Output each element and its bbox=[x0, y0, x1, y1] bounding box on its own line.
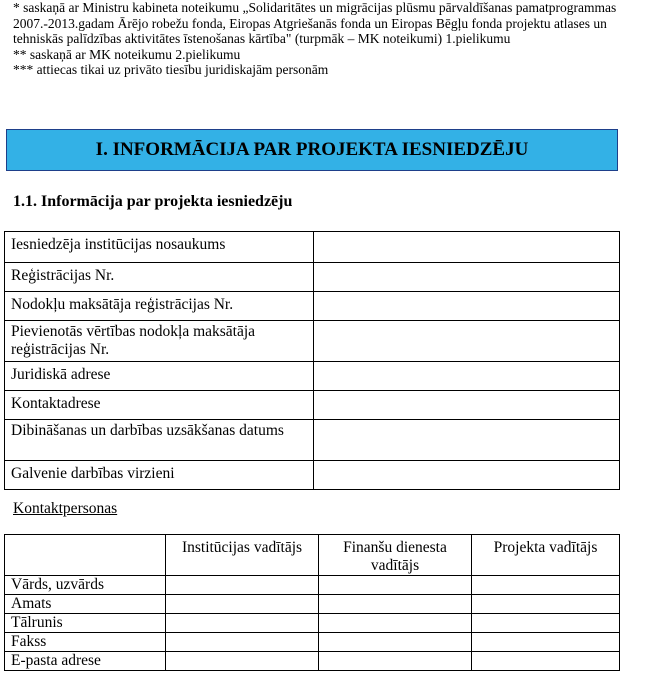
row-label: Nodokļu maksātāja reģistrācijas Nr. bbox=[5, 292, 314, 321]
section-title: 1.1. Informācija par projekta iesniedzēju bbox=[13, 193, 293, 210]
contacts-heading: Kontaktpersonas bbox=[13, 500, 118, 517]
table-row bbox=[5, 652, 620, 671]
table-row bbox=[5, 633, 620, 652]
table-header-row bbox=[5, 535, 620, 576]
table-row bbox=[5, 614, 620, 633]
table-row bbox=[5, 461, 620, 490]
value-cell[interactable] bbox=[314, 232, 620, 263]
table-row bbox=[5, 321, 620, 362]
row-label: Dibināšanas un darbības uzsākšanas datums bbox=[5, 420, 314, 461]
section-banner: I. INFORMĀCIJA PAR PROJEKTA IESNIEDZĒJU bbox=[6, 129, 618, 171]
value-cell[interactable] bbox=[472, 633, 620, 652]
row-label: Juridiskā adrese bbox=[5, 362, 314, 391]
value-cell[interactable] bbox=[319, 576, 472, 595]
value-cell[interactable] bbox=[472, 595, 620, 614]
value-cell[interactable] bbox=[166, 576, 319, 595]
value-cell[interactable] bbox=[314, 292, 620, 321]
footnote-2: ** saskaņā ar MK noteikumu 2.pielikumu bbox=[13, 46, 241, 62]
footnotes bbox=[13, 0, 641, 78]
footnote-1: * saskaņā ar Ministru kabineta noteikumu „Solidaritātes un migrācijas plūsmu pārvaldīšanas pamatprogrammas 2007.-2013.gadam Ārējo robežu fonda, Eiropas Atgriešanās fonda un Eiropas Bēgļu fonda projektu atlases un tehniskās palīdzības aktivitātes īstenošanas kārtība" (turpmāk – MK noteikumi) 1.pielikumu bbox=[13, 0, 617, 46]
column-header-project-manager: Projekta vadītājs bbox=[472, 535, 620, 576]
value-cell[interactable] bbox=[472, 614, 620, 633]
row-label: Fakss bbox=[5, 633, 166, 652]
row-label: Iesniedzēja institūcijas nosaukums bbox=[5, 232, 314, 263]
table-row bbox=[5, 595, 620, 614]
row-label: Galvenie darbības virzieni bbox=[5, 461, 314, 490]
table-row bbox=[5, 420, 620, 461]
value-cell[interactable] bbox=[166, 595, 319, 614]
table-row bbox=[5, 232, 620, 263]
row-label: E-pasta adrese bbox=[5, 652, 166, 671]
value-cell[interactable] bbox=[166, 633, 319, 652]
value-cell[interactable] bbox=[319, 652, 472, 671]
row-label: Kontaktadrese bbox=[5, 391, 314, 420]
table-row bbox=[5, 391, 620, 420]
value-cell[interactable] bbox=[314, 321, 620, 362]
row-label: Pievienotās vērtības nodokļa maksātāja reģistrācijas Nr. bbox=[5, 321, 314, 362]
value-cell[interactable] bbox=[314, 420, 620, 461]
value-cell[interactable] bbox=[166, 652, 319, 671]
table-row bbox=[5, 576, 620, 595]
column-header-finance-head: Finanšu dienesta vadītājs bbox=[319, 535, 472, 576]
value-cell[interactable] bbox=[319, 633, 472, 652]
value-cell[interactable] bbox=[314, 362, 620, 391]
contacts-table bbox=[4, 534, 620, 671]
applicant-info-table bbox=[4, 231, 620, 490]
value-cell[interactable] bbox=[319, 614, 472, 633]
row-label: Tālrunis bbox=[5, 614, 166, 633]
column-header-institution-head: Institūcijas vadītājs bbox=[166, 535, 319, 576]
value-cell[interactable] bbox=[314, 461, 620, 490]
table-row bbox=[5, 292, 620, 321]
value-cell[interactable] bbox=[319, 595, 472, 614]
value-cell[interactable] bbox=[472, 576, 620, 595]
footnote-3: *** attiecas tikai uz privāto tiesību juridiskajām personām bbox=[13, 62, 329, 77]
value-cell[interactable] bbox=[314, 391, 620, 420]
row-label: Reģistrācijas Nr. bbox=[5, 263, 314, 292]
empty-header-cell bbox=[5, 535, 166, 576]
value-cell[interactable] bbox=[314, 263, 620, 292]
table-row bbox=[5, 362, 620, 391]
table-row bbox=[5, 263, 620, 292]
value-cell[interactable] bbox=[166, 614, 319, 633]
row-label: Amats bbox=[5, 595, 166, 614]
value-cell[interactable] bbox=[472, 652, 620, 671]
row-label: Vārds, uzvārds bbox=[5, 576, 166, 595]
